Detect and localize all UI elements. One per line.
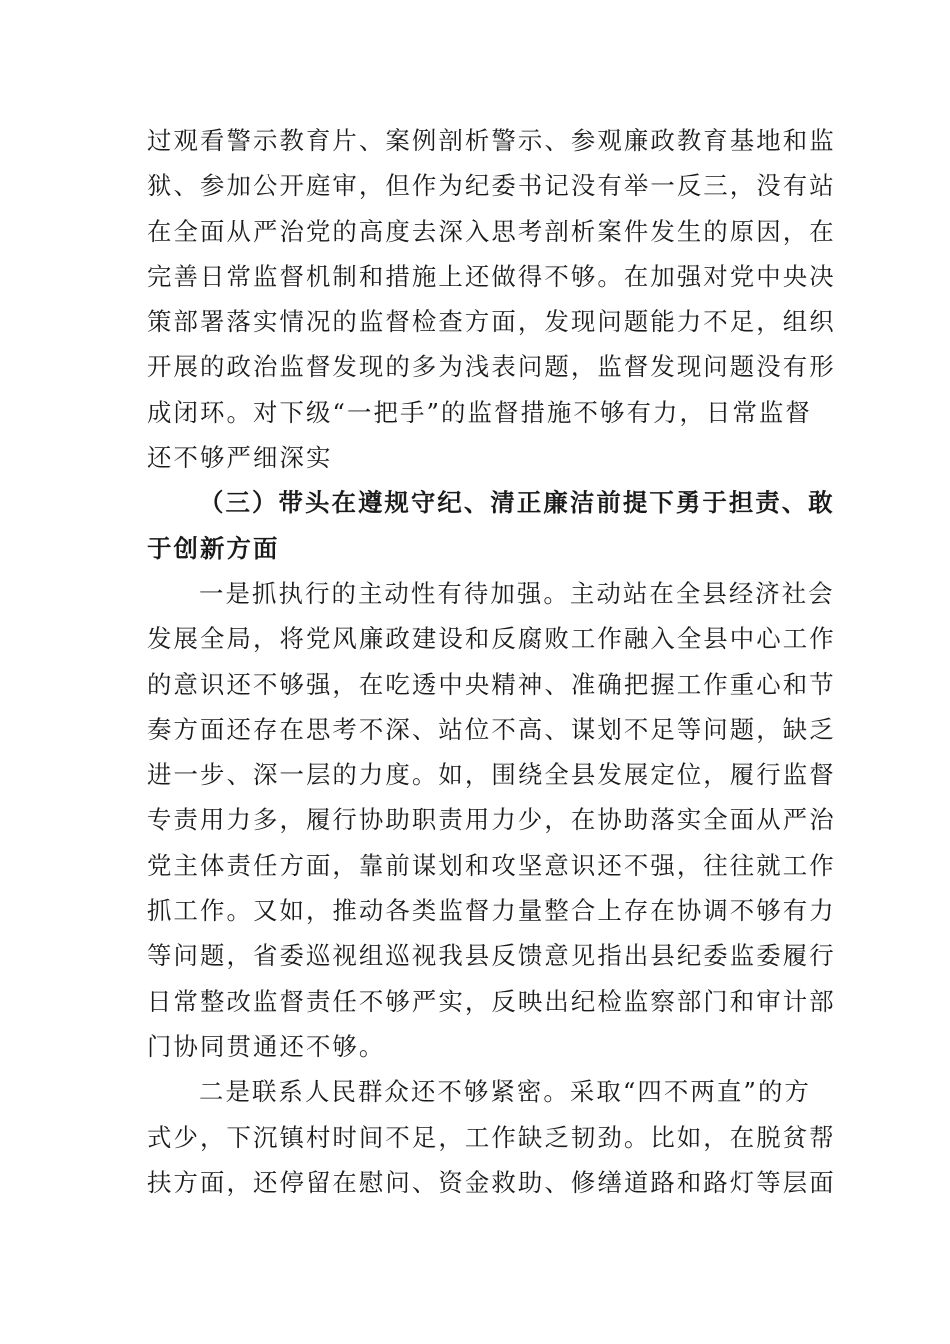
section-heading: （三）带头在遵规守纪、清正廉洁前提下勇于担责、敢 bbox=[199, 488, 835, 518]
paragraph-start: 一是抓执行的主动性有待加强。主动站在全县经济社会 bbox=[199, 578, 835, 608]
text-line: 成闭环。对下级“一把手”的监督措施不够有力，日常监督 bbox=[147, 397, 812, 427]
text-line: 发展全局，将党风廉政建设和反腐败工作融入全县中心工作 bbox=[147, 624, 836, 654]
text-line: 奏方面还存在思考不深、站位不高、谋划不足等问题，缺乏 bbox=[147, 714, 836, 744]
text-line: 党主体责任方面，靠前谋划和攻坚意识还不强，往往就工作 bbox=[147, 850, 836, 880]
text-line: 完善日常监督机制和措施上还做得不够。在加强对党中央决 bbox=[147, 261, 836, 291]
text-line: 日常整改监督责任不够严实，反映出纪检监察部门和审计部 bbox=[147, 986, 836, 1016]
section-heading-continued: 于创新方面 bbox=[147, 533, 280, 563]
text-line: 过观看警示教育片、案例剖析警示、参观廉政教育基地和监 bbox=[147, 126, 836, 155]
text-line: 开展的政治监督发现的多为浅表问题，监督发现问题没有形 bbox=[147, 352, 836, 382]
text-line: 在全面从严治党的高度去深入思考剖析案件发生的原因，在 bbox=[147, 216, 836, 246]
document-body bbox=[147, 118, 836, 1205]
paragraph-start: 二是联系人民群众还不够紧密。采取“四不两直”的方 bbox=[199, 1077, 811, 1107]
text-line: 抓工作。又如，推动各类监督力量整合上存在协调不够有力 bbox=[147, 896, 836, 926]
text-line: 还不够严细深实 bbox=[147, 443, 333, 473]
text-line: 策部署落实情况的监督检查方面，发现问题能力不足，组织 bbox=[147, 307, 836, 337]
text-line: 门协同贯通还不够。 bbox=[147, 1031, 386, 1061]
text-line: 式少，下沉镇村时间不足，工作缺乏韧劲。比如，在脱贫帮 bbox=[147, 1122, 836, 1152]
text-line: 专责用力多，履行协助职责用力少，在协助落实全面从严治 bbox=[147, 805, 836, 835]
text-line: 狱、参加公开庭审，但作为纪委书记没有举一反三，没有站 bbox=[147, 171, 836, 201]
text-line: 进一步、深一层的力度。如，围绕全县发展定位，履行监督 bbox=[147, 760, 836, 790]
text-line: 扶方面，还停留在慰问、资金救助、修缮道路和路灯等层面 bbox=[147, 1167, 836, 1197]
text-line: 的意识还不够强，在吃透中央精神、准确把握工作重心和节 bbox=[147, 669, 836, 699]
text-line: 等问题，省委巡视组巡视我县反馈意见指出县纪委监委履行 bbox=[147, 941, 836, 971]
